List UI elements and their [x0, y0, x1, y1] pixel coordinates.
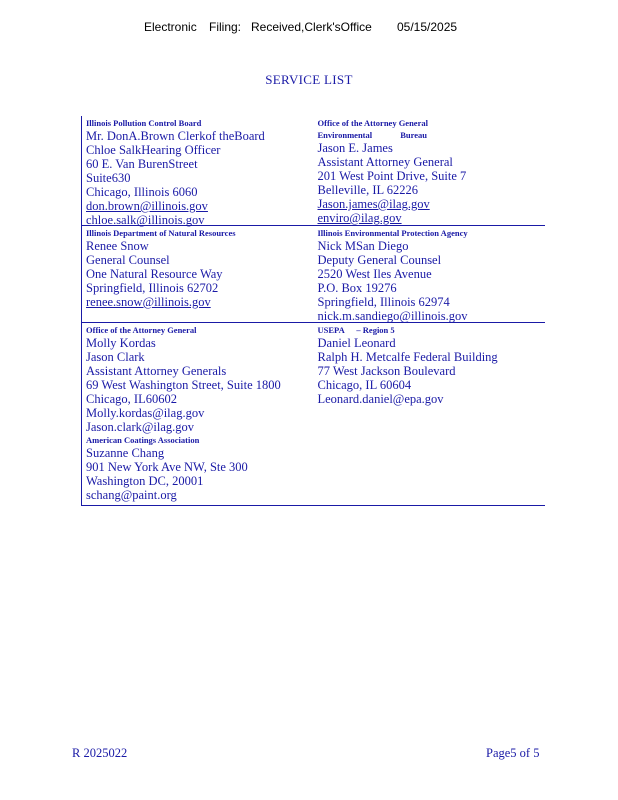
header-electronic: Electronic [144, 20, 197, 34]
contact-line: Molly Kordas [86, 336, 156, 350]
contact-line: Chloe SalkHearing Officer [86, 143, 221, 157]
email-link[interactable]: Leonard.daniel@epa.gov [317, 392, 444, 406]
service-entry [314, 324, 546, 505]
org-name: Illinois Pollution Control Board [86, 118, 202, 128]
header-filing: Filing: [209, 20, 242, 34]
contact-line: General Counsel [86, 253, 170, 267]
org-name-line2 [318, 129, 546, 141]
contact-line: Jason E. James [317, 141, 393, 155]
table-row [82, 323, 545, 506]
contact-line: Chicago, IL 60604 [317, 378, 412, 392]
service-entry [314, 227, 546, 322]
email-link[interactable]: enviro@ilag.gov [317, 211, 402, 225]
email-link[interactable]: nick.m.sandiego@illinois.gov [317, 309, 468, 323]
contact-line: 77 West Jackson Boulevard [317, 364, 456, 378]
service-entry [82, 227, 314, 322]
contact-line: 901 New York Ave NW, Ste 300 [86, 460, 248, 474]
contact-line: Assistant Attorney Generals [86, 364, 227, 378]
contact-line: Belleville, IL 62226 [317, 183, 419, 197]
contact-line: Ralph H. Metcalfe Federal Building [317, 350, 498, 364]
table-row [82, 116, 545, 226]
header-date: 05/15/2025 [397, 20, 458, 34]
contact-line: Springfield, Illinois 62974 [317, 295, 450, 309]
contact-line: Suite630 [86, 171, 131, 185]
contact-line: 60 E. Van BurenStreet [86, 157, 198, 171]
email-link[interactable]: schang@paint.org [86, 488, 177, 502]
org-name-part: Environmental [317, 130, 373, 140]
contact-line: Suzanne Chang [86, 446, 165, 460]
table-row [82, 226, 545, 323]
contact-line: One Natural Resource Way [86, 267, 223, 281]
contact-line: Nick MSan Diego [317, 239, 409, 253]
org-name: Office of the Attorney General [86, 325, 197, 335]
email-link[interactable]: don.brown@illinois.gov [86, 199, 208, 213]
email-link[interactable]: Jason.james@ilag.gov [317, 197, 430, 211]
contact-line: Jason Clark [86, 350, 145, 364]
contact-line: Chicago, Illinois 6060 [86, 185, 198, 199]
org-name: American Coatings Association [86, 435, 200, 445]
service-entry [82, 324, 314, 505]
contact-line: Renee Snow [86, 239, 149, 253]
contact-line: 201 West Point Drive, Suite 7 [317, 169, 467, 183]
header-received: Received,Clerk'sOffice [251, 20, 372, 34]
org-name-part: – Region 5 [356, 325, 395, 335]
contact-line: P.O. Box 19276 [317, 281, 397, 295]
contact-line: Deputy General Counsel [317, 253, 442, 267]
contact-line: Chicago, IL60602 [86, 392, 177, 406]
page-title: SERVICE LIST [265, 72, 353, 87]
contact-line: 69 West Washington Street, Suite 1800 [86, 378, 281, 392]
org-name-part: USEPA [317, 325, 345, 335]
org-name-part: Bureau [400, 130, 428, 140]
contact-line: Daniel Leonard [317, 336, 396, 350]
org-name: Illinois Department of Natural Resources [86, 228, 236, 238]
email-link[interactable]: Molly.kordas@ilag.gov [86, 406, 205, 420]
org-name: Office of the Attorney General [317, 118, 428, 128]
email-link[interactable]: renee.snow@illinois.gov [86, 295, 211, 309]
docket-number: R 2025022 [72, 746, 128, 760]
org-name [318, 324, 546, 336]
page-number: Page5 of 5 [486, 746, 540, 760]
service-entry [314, 117, 546, 225]
contact-line: Springfield, Illinois 62702 [86, 281, 219, 295]
contact-line: Assistant Attorney General [317, 155, 453, 169]
contact-line: Washington DC, 20001 [86, 474, 204, 488]
service-entry [82, 117, 314, 225]
service-list-table [81, 116, 545, 506]
email-link[interactable]: Jason.clark@ilag.gov [86, 420, 195, 434]
org-name: Illinois Environmental Protection Agency [317, 228, 468, 238]
contact-line: Mr. DonA.Brown Clerkof theBoard [86, 129, 265, 143]
contact-line: 2520 West Iles Avenue [317, 267, 432, 281]
email-link[interactable]: chloe.salk@illinois.gov [86, 213, 205, 227]
